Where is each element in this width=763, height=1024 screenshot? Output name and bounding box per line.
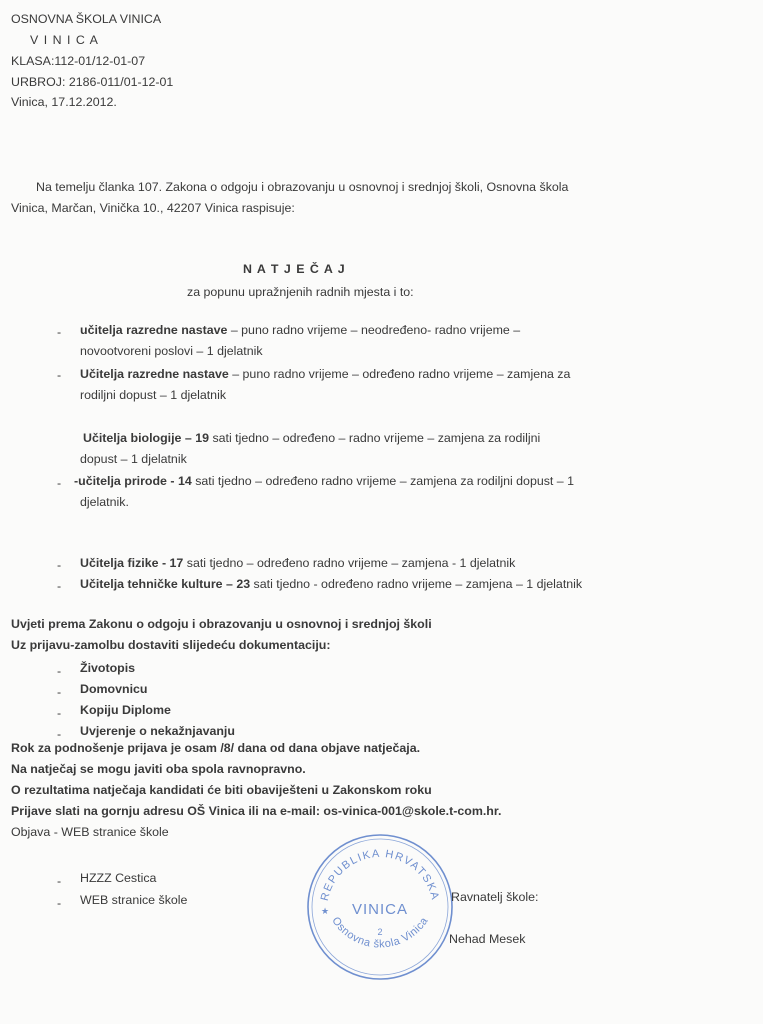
stamp-number: 2: [377, 927, 383, 937]
school-stamp: [305, 832, 455, 982]
list-dash: -: [57, 558, 62, 572]
document-item: Uvjerenje o nekažnjavanju: [80, 724, 235, 738]
list-dash: -: [57, 874, 62, 888]
publication-item: HZZZ Cestica: [80, 871, 157, 885]
list-dash: -: [57, 664, 62, 678]
position-item: Učitelja biologije – 19 sati tjedno – određeno – radno vrijeme – zamjena za rodiljni: [83, 431, 541, 445]
conditions-line-2: Uz prijavu-zamolbu dostaviti slijedeću dokumentaciju:: [11, 638, 331, 652]
signature-name: Nehad Mesek: [449, 932, 526, 946]
notice-subtitle: za popunu upražnjenih radnih mjesta i to:: [187, 285, 414, 299]
stamp-star-left-icon: ★: [320, 906, 330, 916]
list-dash: -: [57, 706, 62, 720]
position-item-line2: djelatnik.: [80, 495, 129, 509]
intro-line-2: Vinica, Marčan, Vinička 10., 42207 Vinica raspisuje:: [11, 201, 295, 215]
position-item-line2: novootvoreni poslovi – 1 djelatnik: [80, 344, 263, 358]
klasa-line: KLASA:112-01/12-01-07: [11, 54, 146, 68]
list-dash: -: [57, 727, 62, 741]
results-line: O rezultatima natječaja kandidati će biti obaviješteni u Zakonskom roku: [11, 783, 432, 797]
position-item: Učitelja fizike - 17 sati tjedno – određeno radno vrijeme – zamjena - 1 djelatnik: [80, 556, 516, 570]
school-town: V I N I C A: [30, 33, 99, 47]
notice-title: N A T J E Č A J: [243, 262, 346, 276]
list-dash: -: [57, 896, 62, 910]
date-line: Vinica, 17.12.2012.: [11, 95, 117, 109]
document-item: Životopis: [80, 661, 136, 675]
signature-role: Ravnatelj škole:: [451, 890, 539, 904]
list-dash: -: [57, 476, 62, 490]
stamp-bottom-arc: Osnovna škola Vinica: [329, 914, 431, 951]
publication-item: WEB stranice škole: [80, 893, 188, 907]
position-item: učitelja razredne nastave – puno radno vrijeme – neodređeno- radno vrijeme –: [80, 323, 521, 337]
position-item-line2: rodiljni dopust – 1 djelatnik: [80, 388, 227, 402]
school-name: OSNOVNA ŠKOLA VINICA: [11, 12, 162, 26]
equality-line: Na natječaj se mogu javiti oba spola ravnopravno.: [11, 762, 306, 776]
list-dash: -: [57, 325, 62, 339]
stamp-center-text: VINICA: [351, 901, 409, 918]
document-item: Kopiju Diplome: [80, 703, 171, 717]
position-item: Učitelja razredne nastave – puno radno vrijeme – određeno radno vrijeme – zamjena za: [80, 367, 571, 381]
deadline-line: Rok za podnošenje prijava je osam /8/ dana od dana objave natječaja.: [11, 741, 421, 755]
address-line: Prijave slati na gornju adresu OŠ Vinica ili na e-mail: os-vinica-001@skole.t-com.hr.: [11, 804, 502, 818]
stamp-top-arc: REPUBLIKA HRVATSKA: [318, 847, 442, 903]
list-dash: -: [57, 685, 62, 699]
publication-label: Objava - WEB stranice škole: [11, 825, 169, 839]
position-item-line2: dopust – 1 djelatnik: [80, 452, 187, 466]
document-item: Domovnicu: [80, 682, 148, 696]
list-dash: -: [57, 368, 62, 382]
position-item: Učitelja tehničke kulture – 23 sati tjedno - određeno radno vrijeme – zamjena – 1 djelatnik: [80, 577, 583, 591]
list-dash: -: [57, 579, 62, 593]
conditions-line-1: Uvjeti prema Zakonu o odgoju i obrazovanju u osnovnoj i srednjoj školi: [11, 617, 432, 631]
position-item: -učitelja prirode - 14 sati tjedno – određeno radno vrijeme – zamjena za rodiljni dopust – 1: [74, 474, 575, 488]
urbroj-line: URBROJ: 2186-011/01-12-01: [11, 75, 174, 89]
intro-line-1: Na temelju članka 107. Zakona o odgoju i obrazovanju u osnovnoj i srednjoj školi, Osnovna škola: [36, 180, 569, 194]
